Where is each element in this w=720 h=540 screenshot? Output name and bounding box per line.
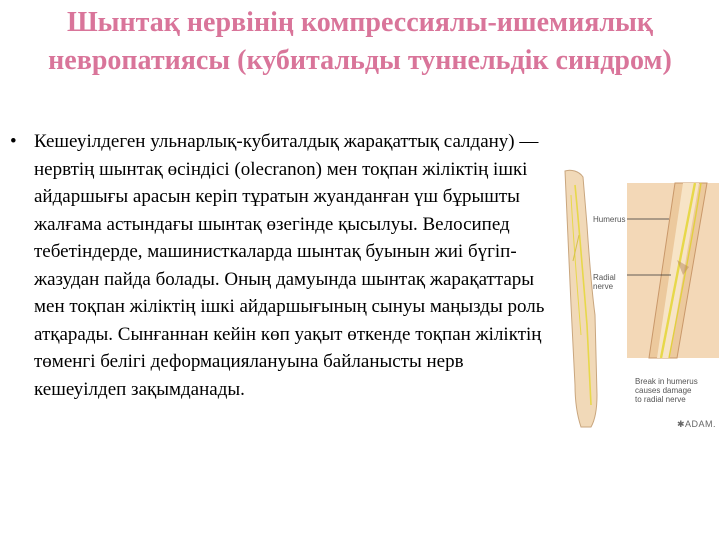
bullet-paragraph: Кешеуілдеген ульнарлық-кубиталдық жарақаттық салдану) — нервтің шынтақ өсіндісі (olecranon) мен тоқпан жіліктің ішкі айдаршығы арасын керіп тұратын жуанданған үш бұрышты жалғама астындағы шынтақ өзегінде қысылуы. Велосипед тебетіндерде, машинисткаларда шынтақ буынын жиі бүгіп-жазудан пайда болады. Оның дамуында шынтақ жарақаттары мен тоқпан жіліктің ішкі айдаршығының сынуы маңызды роль атқарады. Сынғаннан кейін көп уақыт өткенде тоқпан жіліктің төменгі белігі деформациялануына байланысты нерв кешеуілдеп зақымданады. <box>34 131 545 400</box>
bullet-marker: • <box>10 131 17 152</box>
arm-illustration <box>557 165 720 450</box>
label-radial-nerve: Radial nerve <box>593 273 616 291</box>
anatomy-figure <box>557 165 720 450</box>
label-humerus: Humerus <box>593 215 626 224</box>
label-break-caption: Break in humerus causes damage to radial nerve <box>635 377 698 404</box>
body-text <box>10 128 550 403</box>
zoom-panel <box>627 183 719 358</box>
adam-logo: ✱ADAM. <box>677 419 717 429</box>
arm-sketch <box>565 170 597 427</box>
slide-title: Шынтақ нервінің компрессиялы-ишемиялық невропатиясы (кубитальды туннельдік синдром) <box>48 7 672 76</box>
